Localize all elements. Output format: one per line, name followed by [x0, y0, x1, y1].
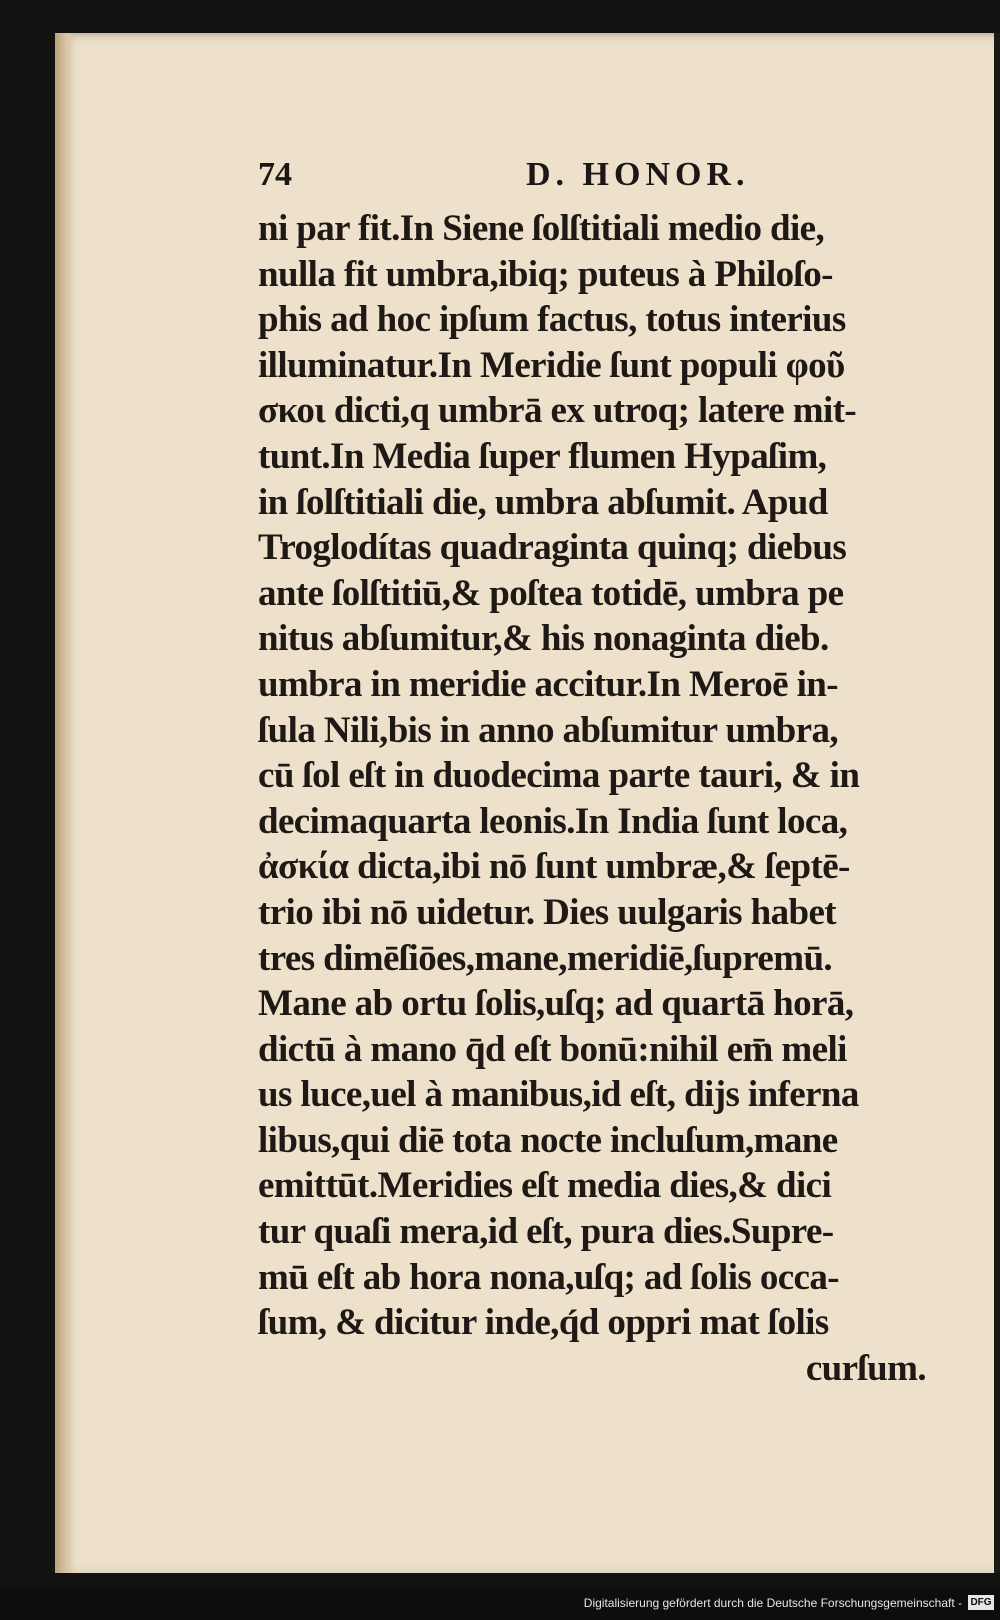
- page-right-edge: [994, 33, 1000, 1573]
- running-title: D. HONOR.: [526, 156, 750, 193]
- text-line: Mane ab ortu ſolis,uſq; ad quartā horā,: [258, 983, 854, 1025]
- text-line: nulla fit umbra,ibiq; puteus à Philoſo-: [258, 253, 833, 295]
- text-line: decimaquarta leonis.In India ſunt loca,: [258, 800, 848, 842]
- text-line: Troglodítas quadraginta quinq; diebus: [258, 527, 847, 569]
- text-line: nitus abſumitur,& his nonaginta dieb.: [258, 618, 829, 660]
- text-line-final: curſum.: [805, 1347, 926, 1389]
- text-line: illuminatur.In Meridie ſunt populi φοῦ: [258, 344, 845, 386]
- page-header: [258, 156, 938, 200]
- text-line: dictū à mano q̄d eſt bonū:nihil em̄ meli: [258, 1028, 847, 1070]
- text-line: trio ibi nō uidetur. Dies uulgaris habet: [258, 891, 837, 933]
- text-line: tres dimēſiōes,mane,meridiē,ſupremū.: [258, 937, 833, 979]
- text-line: us luce,uel à manibus,id eſt, dijs inferna: [258, 1074, 859, 1116]
- text-line: tur quaſi mera,id eſt, pura dies.Supre-: [258, 1211, 834, 1253]
- text-line: in ſolſtitiali die, umbra abſumit. Apud: [258, 481, 828, 523]
- body-text: [258, 206, 948, 1391]
- text-line: ni par fit.In Siene ſolſtitiali medio die,: [258, 208, 825, 249]
- text-line: ſula Nili,bis in anno abſumitur umbra,: [258, 709, 839, 751]
- text-line: ante ſolſtitiū,& poſtea totidē, umbra pe: [258, 572, 844, 614]
- dfg-logo: DFG: [968, 1595, 994, 1610]
- page-number: 74: [258, 156, 292, 193]
- text-line: umbra in meridie accitur.In Meroē in-: [258, 663, 839, 705]
- text-line: mū eſt ab hora nona,uſq; ad ſolis occa-: [258, 1256, 839, 1298]
- text-line: phis ad hoc ipſum factus, totus interius: [258, 299, 846, 341]
- digitization-footer: [0, 1588, 1000, 1620]
- text-line: ἀσκία dicta,ibi nō ſunt umbræ,& ſeptē-: [258, 846, 850, 888]
- text-line: ſum, & dicitur inde,q́d oppri mat ſolis: [258, 1302, 829, 1344]
- page-gutter-edge: [55, 33, 75, 1573]
- text-line: cū ſol eſt in duodecima parte tauri, & in: [258, 755, 860, 797]
- funding-credit: Digitalisierung gefördert durch die Deutsche Forschungsgemeinschaft -: [583, 1596, 962, 1610]
- text-line: libus,qui diē tota nocte incluſum,mane: [258, 1119, 838, 1161]
- text-line: emittūt.Meridies eſt media dies,& dici: [258, 1165, 832, 1207]
- text-line: tunt.In Media ſuper flumen Hypaſim,: [258, 435, 827, 477]
- text-line: σκοι dicti,q umbrā ex utroq; latere mit-: [258, 390, 857, 432]
